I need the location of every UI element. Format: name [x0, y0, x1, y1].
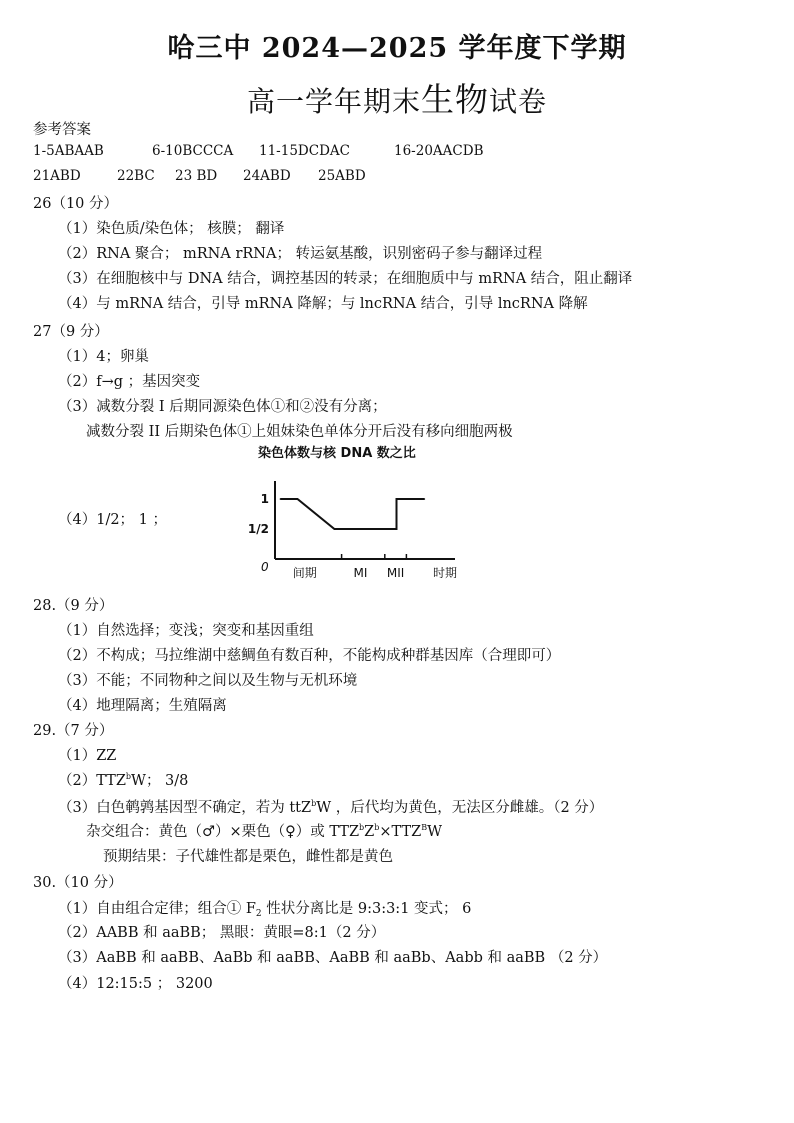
- text-run: （3）AaBB 和 aaBB、AaBb 和 aaBB、AaBB 和 aaBb、Aabb 和 aaBB （2 分）: [58, 950, 608, 966]
- q27-heading: 27（9 分）: [33, 324, 109, 340]
- data-point-2: [334, 528, 336, 530]
- stage-label-2: MII: [386, 566, 405, 580]
- ratio-chart: [235, 441, 460, 583]
- answer-heading: 参考答案: [33, 122, 91, 138]
- q30-answer-4: [58, 972, 213, 993]
- q27-answer-3b: [86, 420, 513, 441]
- q28-heading: 28.（9 分）: [33, 598, 114, 614]
- text-run: （1）自然选择；变浅；突变和基因重组: [58, 623, 314, 639]
- text-run: （1）ZZ: [58, 748, 117, 764]
- exam-subtitle: [0, 74, 794, 121]
- text-run: （2）f→g ；基因突变: [58, 374, 201, 390]
- mcq-25: 25ABD: [318, 168, 366, 184]
- text-run: （3）减数分裂 I 后期同源染色体①和②没有分离；: [58, 399, 387, 415]
- q28-answer-4: [58, 694, 227, 715]
- q29-cross: [86, 820, 442, 841]
- data-point-4: [396, 498, 398, 500]
- q28-answer-3: [58, 669, 357, 690]
- superscript: b: [359, 823, 365, 832]
- q29-heading: 29.（7 分）: [33, 723, 114, 739]
- q29-expected: [103, 845, 393, 866]
- text-run: 生物: [421, 80, 489, 119]
- q26-answer-4: [58, 292, 588, 313]
- text-run: （4）1/2； 1 ；: [58, 512, 168, 528]
- q26-answer-2: [58, 242, 542, 263]
- text-run: （1）自由组合定律；组合① F: [58, 901, 256, 917]
- mcq-21: 21ABD: [33, 168, 81, 184]
- mcq-range-11-15: 11-15DCDAC: [259, 143, 350, 159]
- q26-answer-3: [58, 267, 632, 288]
- mcq-22: 22BC: [117, 168, 155, 184]
- text-run: （3）不能；不同物种之间以及生物与无机环境: [58, 673, 358, 689]
- x-axis-label: 时期: [432, 566, 458, 580]
- data-point-0: [280, 498, 282, 500]
- text-run: （1）4；卵巢: [58, 349, 149, 365]
- data-point-3: [396, 528, 398, 530]
- q30-heading: 30.（10 分）: [33, 875, 123, 891]
- text-run: 试卷: [489, 85, 548, 118]
- text-run: W ，后代均为黄色，无法区分雌雄。（2 分）: [316, 800, 604, 816]
- text-run: （2）TTZ: [58, 773, 126, 789]
- mcq-range-1-5: 1-5ABAAB: [33, 143, 104, 159]
- superscript: b: [311, 799, 317, 808]
- superscript: b: [374, 823, 380, 832]
- text-run: Z: [364, 824, 375, 840]
- stage-label-1: MI: [353, 566, 368, 580]
- subscript: 2: [255, 909, 262, 919]
- q27-answer-4: [58, 508, 167, 529]
- text-run: （4）12:15:5 ； 3200: [58, 976, 213, 992]
- q30-answer-1: [58, 897, 471, 918]
- origin-label: 0: [261, 560, 269, 574]
- superscript: B: [421, 823, 428, 832]
- q29-answer-1: [58, 744, 116, 765]
- text-run: 预期结果：子代雄性都是栗色，雌性都是黄色: [103, 849, 393, 865]
- mcq-23: 23 BD: [175, 168, 218, 184]
- text-run: （2）AABB 和 aaBB； 黑眼：黄眼=8:1（2 分）: [58, 925, 386, 941]
- y-tick-label-1: 1/2: [247, 522, 269, 536]
- mcq-24: 24ABD: [243, 168, 291, 184]
- chart-title: 染色体数与核 DNA 数之比: [258, 446, 416, 461]
- q27-answer-2: [58, 370, 200, 391]
- mcq-range-6-10: 6-10BCCCA: [152, 143, 234, 159]
- text-run: ×TTZ: [379, 824, 422, 840]
- q27-answer-3a: [58, 395, 387, 416]
- q30-answer-3: [58, 946, 607, 967]
- q28-answer-2: [58, 644, 560, 665]
- series-line-0: [280, 499, 424, 529]
- text-run: W: [427, 824, 443, 840]
- text-run: 高一学年期末: [246, 85, 421, 118]
- q27-answer-1: [58, 345, 149, 366]
- text-run: （4）地理隔离；生殖隔离: [58, 698, 227, 714]
- text-run: （3）白色鹌鹑基因型不确定，若为 ttZ: [58, 800, 312, 816]
- q26-heading: 26（10 分）: [33, 196, 119, 212]
- text-run: （2）不构成；马拉维湖中慈鲷鱼有数百种，不能构成种群基因库（合理即可）: [58, 648, 561, 664]
- q29-answer-3: [58, 796, 603, 817]
- text-run: （2）RNA 聚合； mRNA rRNA； 转运氨基酸，识别密码子参与翻译过程: [58, 246, 543, 262]
- exam-title: 哈三中 2024—2025 学年度下学期: [167, 33, 627, 64]
- data-point-1: [297, 498, 299, 500]
- q30-answer-2: [58, 921, 385, 942]
- text-run: （3）在细胞核中与 DNA 结合，调控基因的转录；在细胞质中与 mRNA 结合，阻止翻译: [58, 271, 633, 287]
- mcq-range-16-20: 16-20AACDB: [394, 143, 484, 159]
- data-point-5: [424, 498, 426, 500]
- text-run: 杂交组合：黄色（♂）×栗色（♀）或 TTZ: [86, 824, 360, 840]
- q28-answer-1: [58, 619, 314, 640]
- y-tick-label-0: 1: [260, 492, 269, 506]
- text-run: 减数分裂 II 后期染色体①上姐妹染色单体分开后没有移向细胞两极: [86, 424, 513, 440]
- text-run: （1）染色质/染色体； 核膜； 翻译: [58, 221, 285, 237]
- stage-label-0: 间期: [292, 566, 317, 580]
- text-run: 性状分离比是 9:3:3:1 变式； 6: [261, 901, 472, 917]
- q26-answer-1: [58, 217, 284, 238]
- q29-answer-2: [58, 769, 188, 790]
- text-run: W； 3/8: [131, 773, 189, 789]
- text-run: （4）与 mRNA 结合，引导 mRNA 降解；与 lncRNA 结合，引导 lncRNA 降解: [58, 296, 588, 312]
- superscript: b: [125, 772, 132, 781]
